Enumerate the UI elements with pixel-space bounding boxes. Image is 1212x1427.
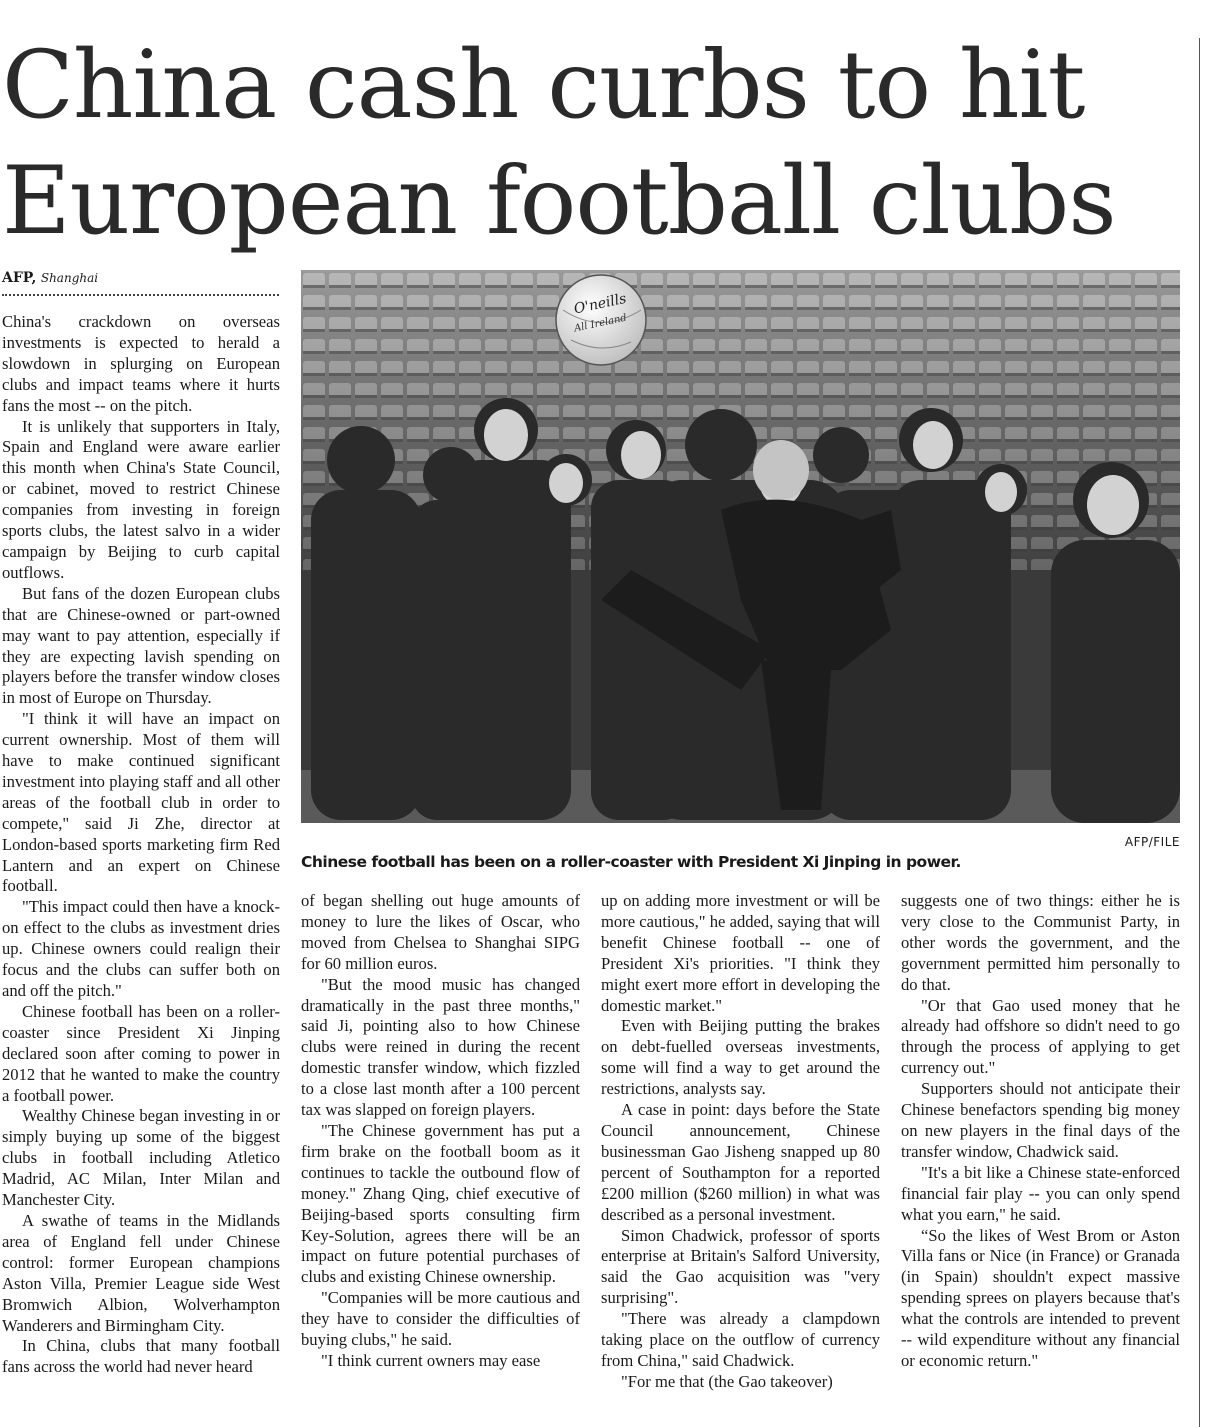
article-column-4: [901, 891, 1180, 1427]
dotted-divider: [2, 294, 279, 296]
ball-brand-text: O'neills: [572, 290, 628, 318]
paragraph: “So the likes of West Brom or Aston Villa fans or Nice (in France) or Granada (in Spain) shouldn't expect massive spending sprees on players because that's what the controls are intended to prevent -- wild expenditure without any financial or economic return.": [901, 1225, 1180, 1370]
paragraph: "For me that (the Gao takeover): [621, 1371, 833, 1391]
paragraph: A swathe of teams in the Midlands area of England fell under Chinese control: former European champions Aston Villa, Premier League side West Bromwich Albion, Wolverhampton Wanderers and Birmingham City.: [2, 1210, 280, 1335]
paragraph: "This impact could then have a knock-on effect to the clubs as investment dries up. Chinese owners could realign their focus and the clubs can suffer both on and off the pitch.": [2, 897, 280, 1000]
headline-line-1: China cash curbs to hit: [2, 31, 1085, 140]
article-column-2: [301, 891, 580, 1427]
football: [556, 275, 646, 365]
headline: [2, 28, 1182, 260]
paragraph: Supporters should not anticipate their Chinese benefactors spending big money on new players in the final days of the transfer window, Chadwick said.: [901, 1079, 1180, 1161]
photo-caption: Chinese football has been on a roller-coaster with President Xi Jinping in power.: [301, 853, 961, 871]
byline-agency: AFP,: [2, 270, 37, 286]
paragraph: "I think current owners may ease: [321, 1350, 541, 1370]
paragraph: It is unlikely that supporters in Italy, Spain and England were aware earlier this month when China's State Council, or cabinet, moved to restrict Chinese companies from investing in foreign sports clubs, the latest salvo in a wider campaign by Beijing to curb capital outflows.: [2, 416, 280, 582]
paragraph: suggests one of two things: either he is very close to the Communist Party, in other words the government, and the government permitted him personally to do that.: [901, 891, 1180, 994]
paragraph: "It's a bit like a Chinese state-enforced financial fair play -- you can only spend what you earn," he said.: [901, 1162, 1180, 1224]
byline-place: Shanghai: [40, 271, 99, 285]
photo-illustration: [301, 270, 1180, 823]
paragraph: A case in point: days before the State Council announcement, Chinese businessman Gao Jisheng snapped up 80 percent of Southampton for a reported £200 million ($260 million) in what was described as a personal investment.: [601, 1100, 880, 1224]
paragraph: up on adding more investment or will be more cautious," he added, saying that will benefit Chinese football -- one of President Xi's priorities. "I think they might exert more effort in developing the domestic market.": [601, 891, 880, 1015]
article-column-3: [601, 891, 880, 1427]
paragraph: China's crackdown on overseas investments is expected to herald a slowdown in splurging on European clubs and impact teams where it hurts fans the most -- on the pitch.: [2, 312, 280, 415]
byline: [2, 270, 98, 286]
paragraph: But fans of the dozen European clubs that are Chinese-owned or part-owned may want to pay attention, especially if they are expecting lavish spending on players before the transfer window closes in most of Europe on Thursday.: [2, 583, 280, 708]
paragraph: In China, clubs that many football fans across the world had never heard: [2, 1336, 280, 1377]
column-rule: [1199, 38, 1200, 1427]
paragraph: "But the mood music has changed dramatically in the past three months," said Ji, pointing also to how Chinese clubs were reined in during the recent domestic transfer window, which fizzled to a close last month after a 100 percent tax was slapped on foreign players.: [301, 974, 580, 1120]
paragraph: "Or that Gao used money that he already had offshore so didn't need to go through the process of applying to get currency out.": [901, 995, 1180, 1078]
paragraph: Simon Chadwick, professor of sports enterprise at Britain's Salford University, said the Gao acquisition was "very surprising".: [601, 1225, 880, 1308]
paragraph: "Companies will be more cautious and they have to consider the difficulties of buying clubs," he said.: [301, 1288, 580, 1350]
ball-sub-text: All Ireland: [573, 312, 628, 335]
article-column-1: [2, 312, 280, 1427]
paragraph: "There was already a clampdown taking place on the outflow of currency from China," said Chadwick.: [601, 1309, 880, 1370]
photo-credit: AFP/FILE: [1124, 835, 1180, 849]
paragraph: Chinese football has been on a roller-coaster since President Xi Jinping declared soon after coming to power in 2012 that he wanted to make the country a football power.: [2, 1001, 280, 1105]
paragraph: of began shelling out huge amounts of money to lure the likes of Oscar, who moved from Chelsea to Shanghai SIPG for 60 million euros.: [301, 891, 580, 973]
paragraph: "The Chinese government has put a firm brake on the football boom as it continues to tackle the outbound flow of money." Zhang Qing, chief executive of Beijing-based sports consulting firm Key-Solution, agrees there will be an impact on future potential purchases of clubs and existing Chinese ownership.: [301, 1120, 580, 1287]
news-photo: [301, 270, 1180, 823]
paragraph: Even with Beijing putting the brakes on debt-fuelled overseas investments, some will find a way to get around the restrictions, analysts say.: [601, 1016, 880, 1099]
headline-line-2: European football clubs: [2, 147, 1116, 256]
paragraph: Wealthy Chinese began investing in or simply buying up some of the biggest clubs in football including Atletico Madrid, AC Milan, Inter Milan and Manchester City.: [2, 1106, 280, 1210]
paragraph: "I think it will have an impact on current ownership. Most of them will have to make continued significant investment into playing staff and all other areas of the football club in order to compete," said Ji Zhe, director at London-based sports marketing firm Red Lantern and an expert on Chinese football.: [2, 709, 280, 896]
